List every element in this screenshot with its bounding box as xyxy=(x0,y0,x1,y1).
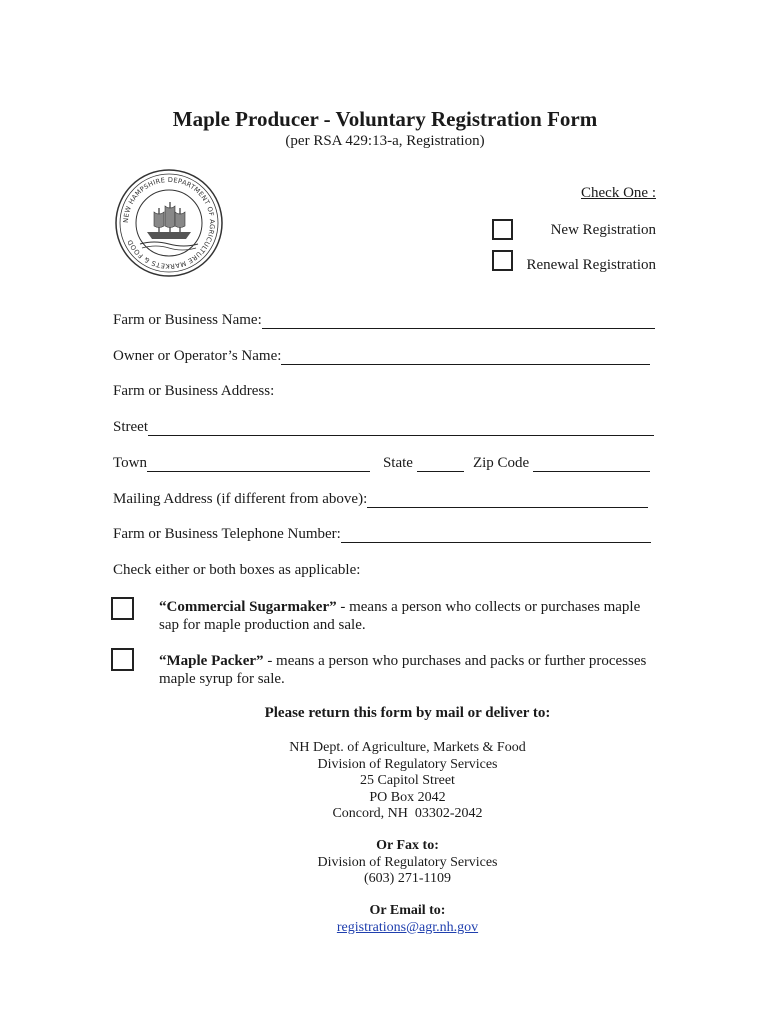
mail-line: Division of Regulatory Services xyxy=(317,756,498,772)
email-block xyxy=(0,903,770,936)
commercial-sugarmaker-text-1: - means a person who collects or purchases maple xyxy=(336,599,641,615)
farm-name-field[interactable] xyxy=(262,313,655,329)
state-label: State xyxy=(382,455,413,471)
street-field[interactable] xyxy=(148,420,654,436)
mail-line: PO Box 2042 xyxy=(369,789,446,805)
renewal-registration-checkbox[interactable] xyxy=(492,250,513,271)
owner-name-row xyxy=(113,348,650,365)
address-heading-label: Farm or Business Address: xyxy=(113,383,275,399)
new-registration-label: New Registration xyxy=(550,222,656,238)
department-seal xyxy=(114,168,224,278)
mail-address-block xyxy=(0,740,770,823)
mailing-field[interactable] xyxy=(367,492,648,508)
commercial-sugarmaker-description xyxy=(159,598,659,634)
state-field[interactable] xyxy=(417,456,464,472)
seal-lettering: NEW HAMPSHIRE DEPARTMENT OF AGRICULTURE MARKETS & FOOD xyxy=(121,175,217,271)
fax-number: (603) 271-1109 xyxy=(364,871,451,886)
commercial-sugarmaker-checkbox[interactable] xyxy=(111,597,134,620)
phone-field[interactable] xyxy=(341,527,651,543)
street-label: Street xyxy=(113,419,148,435)
phone-label: Farm or Business Telephone Number: xyxy=(113,526,341,542)
check-one-label: Check One : xyxy=(581,185,656,201)
maple-packer-description xyxy=(159,652,659,688)
maple-packer-term: “Maple Packer” xyxy=(159,653,264,669)
commercial-sugarmaker-text-2: sap for maple production and sale. xyxy=(159,617,366,633)
farm-name-row xyxy=(113,312,655,329)
maple-packer-text-1: - means a person who purchases and packs or further processes xyxy=(263,653,647,669)
town-field[interactable] xyxy=(147,456,370,472)
commercial-sugarmaker-term: “Commercial Sugarmaker” xyxy=(159,599,337,615)
maple-packer-text-2: maple syrup for sale. xyxy=(159,671,285,687)
mail-line: NH Dept. of Agriculture, Markets & Food xyxy=(289,740,526,755)
town-label: Town xyxy=(113,455,147,471)
fax-block xyxy=(0,838,770,888)
maple-packer-checkbox[interactable] xyxy=(111,648,134,671)
email-link[interactable]: registrations@agr.nh.gov xyxy=(336,919,479,935)
street-row xyxy=(113,419,654,436)
mail-line: 25 Capitol Street xyxy=(360,773,455,788)
producer-instruction-text: Check either or both boxes as applicable: xyxy=(113,562,361,578)
new-registration-checkbox[interactable] xyxy=(492,219,513,240)
return-heading: Please return this form by mail or deliver to: xyxy=(264,705,551,721)
farm-name-label: Farm or Business Name: xyxy=(113,312,262,328)
phone-row xyxy=(113,526,651,543)
email-heading: Or Email to: xyxy=(369,903,446,918)
form-subtitle: (per RSA 429:13-a, Registration) xyxy=(285,133,485,149)
renewal-registration-label: Renewal Registration xyxy=(526,257,656,273)
form-title: Maple Producer - Voluntary Registration Form xyxy=(172,107,598,131)
producer-instruction xyxy=(113,562,360,579)
zip-field[interactable] xyxy=(533,456,650,472)
mail-line: Concord, NH 03302-2042 xyxy=(332,806,483,821)
town-state-zip-row xyxy=(113,455,650,472)
owner-name-field[interactable] xyxy=(281,349,650,365)
mailing-row xyxy=(113,491,648,508)
mailing-label: Mailing Address (if different from above): xyxy=(113,491,368,507)
fax-heading: Or Fax to: xyxy=(376,838,439,853)
address-heading xyxy=(113,383,274,400)
zip-label: Zip Code xyxy=(472,455,530,471)
owner-name-label: Owner or Operator’s Name: xyxy=(113,348,282,364)
seal-icon xyxy=(114,168,224,278)
fax-line: Division of Regulatory Services xyxy=(317,854,498,870)
